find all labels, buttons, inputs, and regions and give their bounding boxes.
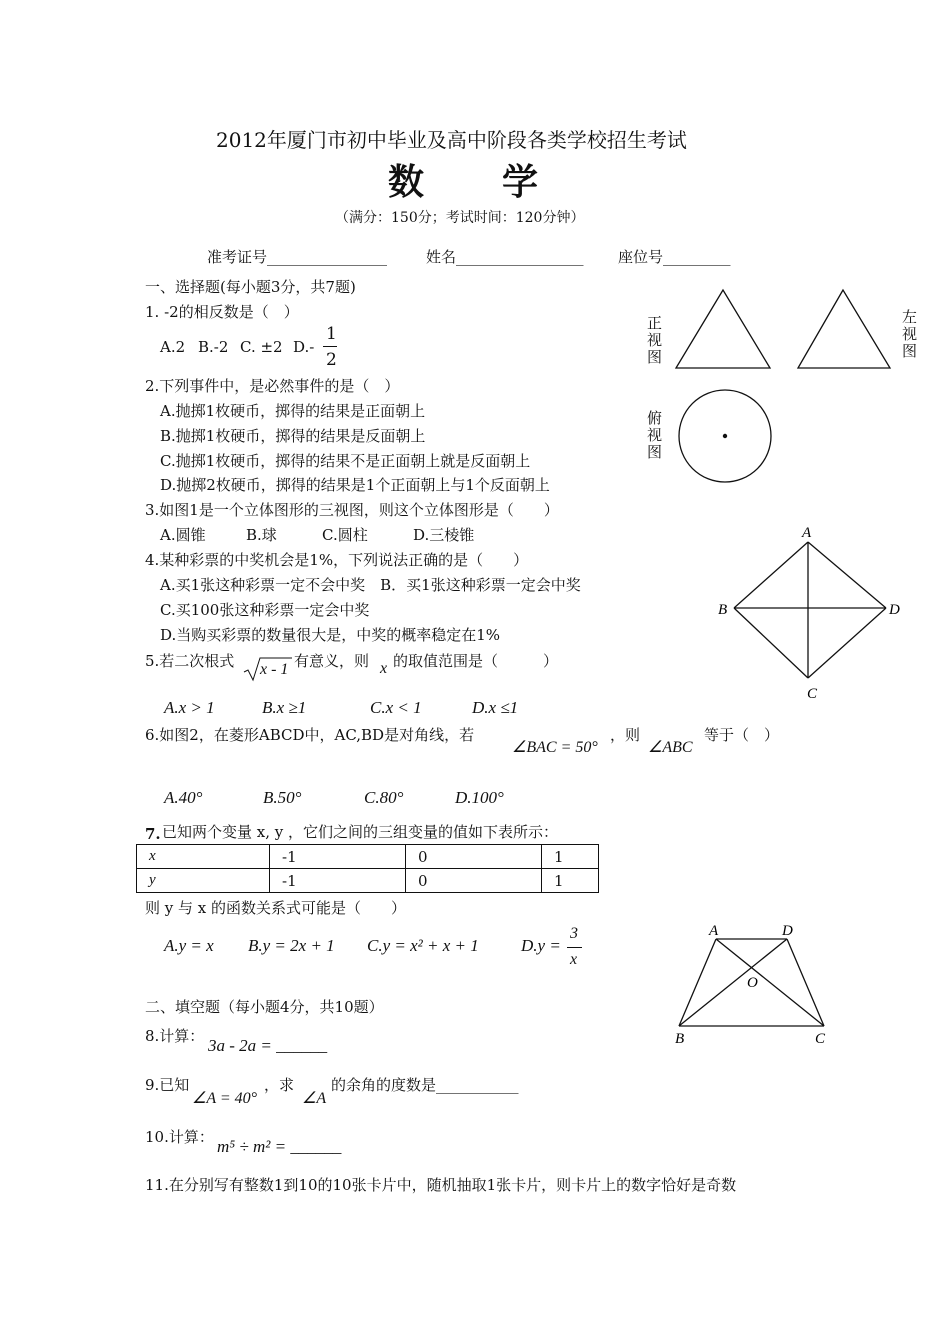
- q6-option-b: B.50°: [263, 788, 302, 807]
- table-cell: -1: [270, 845, 406, 869]
- table-cell: 0: [406, 869, 542, 893]
- q7-option-a: A.y = x: [164, 936, 214, 955]
- q1-stem: 1. -2的相反数是（ ）: [145, 303, 299, 321]
- trapezoid-figure: [665, 915, 845, 1050]
- q7-follow: 则 y 与 x 的函数关系式可能是（ ）: [145, 899, 407, 917]
- q5-var: x: [380, 660, 388, 677]
- section2-heading: 二、填空题（每小题4分，共10题）: [145, 998, 384, 1016]
- q3-stem: 3.如图1是一个立体图形的三视图，则这个立体图形是（ ）: [145, 501, 559, 519]
- q7-value-table: [136, 844, 599, 893]
- front-view-triangle: [676, 290, 770, 368]
- q5-option-d: D.x ≤1: [472, 698, 519, 717]
- q5-option-c: C.x < 1: [370, 698, 422, 717]
- q1-option-c: C. ±2: [240, 338, 283, 356]
- q5-stem-a: 5.若二次根式: [145, 652, 235, 670]
- q7-stem: 已知两个变量 x, y ，它们之间的三组变量的值如下表所示：: [162, 823, 559, 841]
- top-view-center-dot: [723, 434, 727, 438]
- q5-radicand: x - 1: [260, 661, 289, 678]
- q2-option-b: B.抛掷1枚硬币，掷得的结果是反面朝上: [160, 427, 426, 445]
- table-cell: x: [137, 845, 270, 869]
- q3-option-b: B.球: [246, 526, 277, 544]
- rhombus-label-c: C: [807, 686, 818, 702]
- seat-field[interactable]: 座位号_________: [618, 248, 731, 266]
- left-view-label: 左视图: [902, 308, 918, 360]
- q2-option-d: D.抛掷2枚硬币，掷得的结果是1个正面朝上与1个反面朝上: [160, 476, 550, 494]
- q10-expression[interactable]: m⁵ ÷ m² = ______: [217, 1137, 342, 1156]
- rhombus-side-ad: [808, 542, 886, 608]
- table-cell: 0: [406, 845, 542, 869]
- table-cell: 1: [542, 845, 599, 869]
- q7-frac-den: x: [570, 951, 578, 968]
- three-views-figure: [640, 280, 930, 490]
- q6-option-a: A.40°: [164, 788, 203, 807]
- q4-option-c: C.买100张这种彩票一定会中奖: [160, 601, 370, 619]
- q3-option-c: C.圆柱: [322, 526, 368, 544]
- trapezoid-label-c: C: [815, 1031, 826, 1047]
- trapezoid-label-d: D: [782, 923, 793, 939]
- top-view-label: 俯视图: [647, 409, 663, 461]
- q8-stem: 8.计算：: [145, 1027, 205, 1045]
- trapezoid-side-ab: [679, 939, 716, 1026]
- q4-option-ab: A.买1张这种彩票一定不会中奖 B．买1张这种彩票一定会中奖: [160, 576, 581, 594]
- q1-option-a: A.2: [160, 338, 186, 356]
- q9-stem-b: ，求: [264, 1076, 295, 1094]
- q2-stem: 2.下列事件中，是必然事件的是（ ）: [145, 377, 400, 395]
- q6-target: ∠ABC: [648, 739, 693, 756]
- front-view-label: 正视图: [647, 314, 663, 366]
- q6-stem-a: 6.如图2，在菱形ABCD中，AC,BD是对角线，若: [145, 726, 475, 744]
- table-row: [137, 869, 599, 893]
- q6-stem-b: ，则: [610, 726, 641, 744]
- trapezoid-label-o: O: [747, 975, 758, 991]
- q1-frac-bar: [323, 346, 337, 347]
- q9-target: ∠A: [302, 1090, 327, 1107]
- exam-info: （满分：150分；考试时间：120分钟）: [335, 210, 585, 226]
- q9-stem-c[interactable]: 的余角的度数是___________: [331, 1076, 519, 1094]
- q7-option-c: C.y = x² + x + 1: [367, 936, 479, 955]
- trapezoid-label-b: B: [675, 1031, 685, 1047]
- rhombus-side-ab: [734, 542, 808, 608]
- q1-frac-den: 2: [326, 350, 337, 370]
- table-row: [137, 845, 599, 869]
- subject-title: 数 学: [388, 161, 541, 203]
- left-view-triangle: [798, 290, 890, 368]
- q4-option-d: D.当购买彩票的数量很大是，中奖的概率稳定在1%: [160, 626, 501, 644]
- q7-option-d: D.y =: [521, 936, 561, 955]
- q5-option-b: B.x ≥1: [262, 698, 307, 717]
- q7-number: 7.: [145, 825, 161, 843]
- q6-option-d: D.100°: [455, 788, 504, 807]
- q6-option-c: C.80°: [364, 788, 404, 807]
- q2-option-a: A.抛掷1枚硬币，掷得的结果是正面朝上: [160, 402, 426, 420]
- q1-option-d: D.-: [293, 338, 315, 356]
- q3-option-d: D.三棱锥: [413, 526, 475, 544]
- rhombus-figure: [710, 520, 910, 705]
- q7-option-b: B.y = 2x + 1: [248, 936, 335, 955]
- q8-expression[interactable]: 3a - 2a = ______: [208, 1036, 328, 1055]
- trapezoid-side-dc: [787, 939, 824, 1026]
- section1-heading: 一、选择题(每小题3分，共7题): [145, 278, 356, 296]
- q7-frac-num: 3: [570, 925, 578, 942]
- table-cell: 1: [542, 869, 599, 893]
- q5-stem-b: 有意义，则: [294, 652, 370, 670]
- exam-title: 2012年厦门市初中毕业及高中阶段各类学校招生考试: [216, 128, 687, 152]
- rhombus-label-b: B: [718, 602, 728, 618]
- q9-condition: ∠A = 40°: [192, 1090, 258, 1107]
- exam-number-field[interactable]: 准考证号________________: [207, 248, 388, 266]
- table-cell: -1: [270, 869, 406, 893]
- q7-frac-bar: [567, 947, 582, 948]
- q2-option-c: C.抛掷1枚硬币，掷得的结果不是正面朝上就是反面朝上: [160, 452, 531, 470]
- q6-stem-c: 等于（ ）: [704, 726, 780, 744]
- q5-stem-c: 的取值范围是（ ）: [393, 652, 559, 670]
- rhombus-outline: [734, 542, 886, 678]
- q4-stem: 4.某种彩票的中奖机会是1%，下列说法正确的是（ ）: [145, 551, 529, 569]
- q9-stem-a: 9.已知: [145, 1076, 190, 1094]
- q11-stem: 11.在分别写有整数1到10的10张卡片中，随机抽取1张卡片，则卡片上的数字恰好是奇数: [145, 1176, 737, 1194]
- rhombus-label-d: D: [889, 602, 900, 618]
- trapezoid-label-a: A: [709, 923, 719, 939]
- q1-option-b: B.-2: [198, 338, 229, 356]
- rhombus-side-bc: [734, 608, 808, 678]
- table-cell: y: [137, 869, 270, 893]
- q10-stem: 10.计算：: [145, 1128, 214, 1146]
- rhombus-label-a: A: [802, 525, 812, 541]
- q5-option-a: A.x > 1: [164, 698, 215, 717]
- name-field[interactable]: 姓名_________________: [426, 248, 584, 266]
- q1-frac-num: 1: [326, 324, 337, 344]
- rhombus-side-dc: [808, 608, 886, 678]
- q3-option-a: A.圆锥: [160, 526, 206, 544]
- q6-condition: ∠BAC = 50°: [512, 739, 598, 756]
